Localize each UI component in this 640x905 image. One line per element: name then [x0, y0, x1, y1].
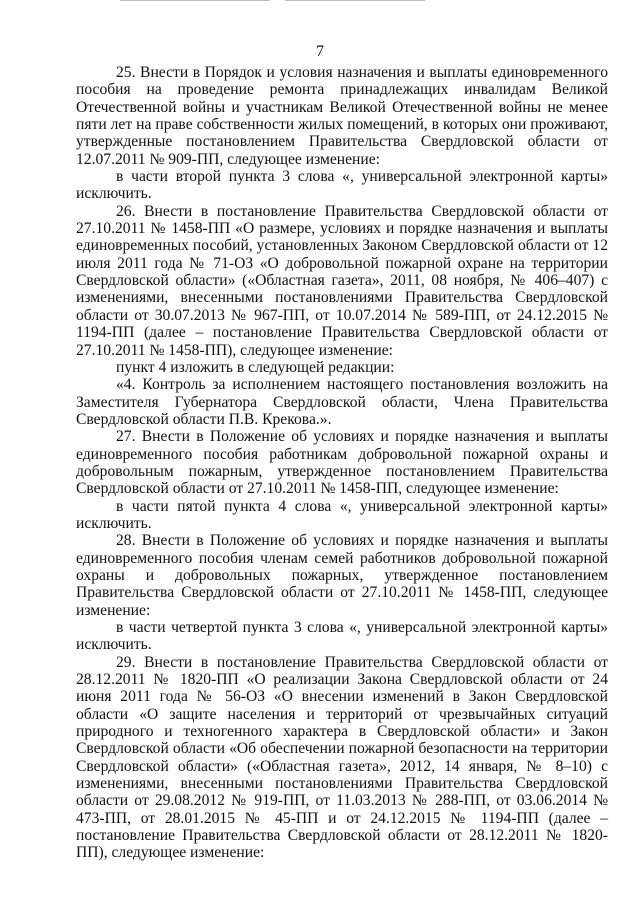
paragraph-26-instruction: пункт 4 изложить в следующей редакции:	[116, 358, 395, 376]
paragraph-26: 26. Внести в постановление Правительства Свердловской области от 27.10.2011 № 1458-ПП «О размере, условиях и порядке назначения и выплаты единовременных пособий, установленных Законом Свердловской области от 12 июля 2011 года № 71-ОЗ «О добровольной пожарной охране на территории Свердловской области» («Областная газета», 2011, 08 ноября, № 406–407) с изменениями, внесенными постановлениями Правительства Свердловской области от 30.07.2013 № 967-ПП, от 10.07.2014 № 589-ПП, от 24.12.2015 № 1194-ПП (далее – постановление Правительства Свердловской области от 27.10.2011 № 1458-ПП), следующее изменение:	[76, 202, 608, 359]
paragraph-28-change: в части четвертой пункта 3 слова «, универсальной электронной карты» исключить.	[76, 619, 608, 654]
paragraph-28: 28. Внести в Положение об условиях и порядке назначения и выплаты единовременного пособия членам семей работников добровольной пожарной охраны и добровольных пожарных, утвержденное постановлением Правительства Свердловской области от 27.10.2011 № 1458-ПП, следующее изменение:	[76, 532, 608, 619]
page-number: 7	[316, 43, 324, 60]
scan-edge-line	[120, 0, 270, 1]
paragraph-27-change: в части пятой пункта 4 слова «, универсальной электронной карты» исключить.	[76, 497, 608, 532]
document-body	[76, 64, 608, 862]
paragraph-25: 25. Внести в Порядок и условия назначения и выплаты единовременного пособия на проведение ремонта принадлежащих инвалидам Великой Отечественной войны и участникам Великой Отечественной войны не менее пяти лет на праве собственности жилых помещений, в которых они проживают, утвержденные постановлением Правительства Свердловской области от 12.07.2011 № 909-ПП, следующее изменение:	[76, 64, 608, 168]
paragraph-29: 29. Внести в постановление Правительства Свердловской области от 28.12.2011 № 1820-ПП «О реализации Закона Свердловской области от 24 июня 2011 года № 56-ОЗ «О внесении изменений в Закон Свердловской области «О защите населения и территорий от чрезвычайных ситуаций природного и техногенного характера в Свердловской области» и Закон Свердловской области «Об обеспечении пожарной безопасности на территории Свердловской области» («Областная газета», 2012, 14 января, № 8–10) с изменениями, внесенными постановлениями Правительства Свердловской области от 29.08.2012 № 919-ПП, от 11.03.2013 № 288-ПП, от 03.06.2014 № 473-ПП, от 28.01.2015 № 45-ПП и от 24.12.2015 № 1194-ПП (далее – постановление Правительства Свердловской области от 28.12.2011 № 1820-ПП), следующее изменение:	[76, 653, 608, 862]
paragraph-27: 27. Внести в Положение об условиях и порядке назначения и выплаты единовременного пособия работникам добровольной пожарной охраны и добровольным пожарным, утвержденное постановлением Правительства Свердловской области от 27.10.2011 № 1458-ПП, следующее изменение:	[76, 428, 608, 498]
paragraph-25-change: в части второй пункта 3 слова «, универсальной электронной карты» исключить.	[76, 168, 608, 203]
scan-edge-line	[285, 0, 425, 1]
paragraph-26-new-text: «4. Контроль за исполнением настоящего постановления возложить на Заместителя Губернатора Свердловской области, Члена Правительства Свердловской области П.В. Крекова.».	[76, 376, 608, 428]
